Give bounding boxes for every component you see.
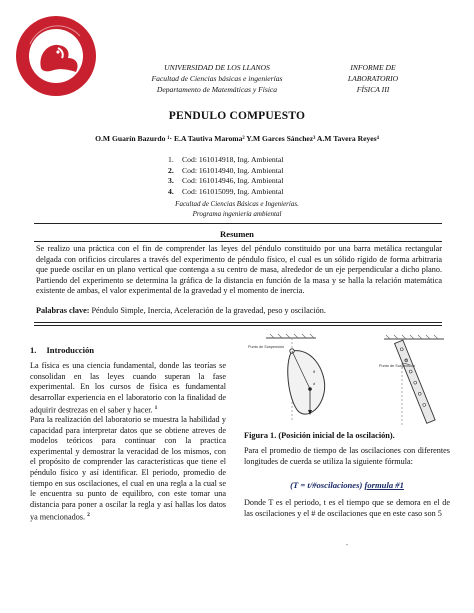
keywords-line — [36, 306, 442, 315]
trailing-mark: - — [345, 540, 349, 549]
abstract-text: Se realizo una práctica con el fin de comprender las leyes del péndulo constituido por una barra metálica rectangular delgada con orificios circulares a través del experimento de péndulo físico, el cual es un sólido rígido de forma arbitraria que puede oscilar en un plano vertical que contenga a su centro de masa, alrededor de un eje perpendicular a dicho plano. Partiendo del experimento se determina la gráfica de la distancia en función de la masa y se halla la relación matemática existente de ambas, el valor experimental de la gravedad y el momento de inercia. — [36, 244, 442, 296]
svg-text:θ: θ — [405, 357, 408, 362]
paper-title: PENDULO COMPUESTO — [168, 110, 306, 122]
pivot-label: Punto de Suspensión — [248, 345, 285, 349]
report-line-3: FÍSICA III — [356, 85, 390, 94]
faculty-line-2: Programa ingeniería ambiental — [192, 209, 282, 218]
section-title: Introducción — [46, 345, 95, 355]
code-number: 2. — [168, 165, 174, 175]
code-item — [168, 166, 368, 177]
code-text: Cod: 161014940, Ing. Ambiental — [182, 165, 284, 175]
divider — [34, 322, 442, 323]
faculty-line: Facultad de Ciencias básicas e ingenierías — [151, 74, 283, 83]
faculty-line-1: Facultad de Ciencias Básicas e Ingenierías. — [175, 200, 299, 208]
university-name: UNIVERSIDAD DE LOS LLANOS — [164, 63, 270, 72]
report-line-2: LABORATORIO — [347, 74, 399, 83]
code-text: Cod: 161015099, Ing. Ambiental — [182, 186, 284, 196]
intro-paragraph-2 — [30, 415, 226, 524]
formula-expression: (T = t/#oscilaciones) — [290, 480, 363, 490]
divider — [34, 325, 442, 326]
section-heading-introduction — [30, 345, 94, 355]
intro-paragraph-1 — [30, 361, 226, 417]
code-item — [168, 176, 368, 187]
unillanos-logo-icon — [14, 14, 98, 98]
figure-caption: Figura 1. (Posición inicial de la oscilación). — [244, 431, 395, 440]
svg-text:d: d — [313, 381, 316, 386]
abstract-heading: Resumen — [220, 229, 254, 239]
formula-tag: formula #1 — [364, 480, 404, 490]
paragraph-text: La física es una ciencia fundamental, donde las teorías se consolidan en las leyes cuando superan la fase experimental. En los cursos de física es fundamental desarrollar experiencia en el laboratorio con la finalidad de adquirir destrezas en el saber y hacer. — [30, 361, 226, 416]
code-text: Cod: 161014946, Ing. Ambiental — [182, 176, 284, 185]
formula — [244, 480, 450, 490]
keywords-text: Péndulo Simple, Inercia, Aceleración de la gravedad, peso y oscilación. — [91, 306, 326, 315]
reference-mark: 2 — [87, 512, 90, 519]
student-codes-list — [168, 155, 368, 197]
code-number: 3. — [168, 176, 174, 185]
department-line: Departamento de Matemáticas y Física — [156, 85, 278, 94]
formula-explanation-paragraph: Donde T es el periodo, t es el tiempo que se demora en el de las oscilaciones y el # de oscilaciones que en este caso son 5 — [244, 498, 450, 518]
code-number: 1. — [168, 155, 174, 164]
divider — [34, 241, 442, 242]
formula-intro-paragraph: Para el promedio de tiempo de las oscilaciones con diferentes longitudes de cuerda se utiliza la siguiente fórmula: — [244, 446, 450, 466]
section-number: 1. — [30, 345, 37, 355]
university-header — [142, 62, 292, 95]
paragraph-text: Para la realización del laboratorio se muestra la habilidad y capacidad para interpretar datos que se obtiene atreves de modelos teóricos para continuar con la practica experimental y demostrar la veracidad de los mismos, con el propósito de comprender las características que tiene el péndulo físico y así identificar. El periodo, promedio de tiempo en sus oscilaciones, el cual en una regla a la cual se le encuentra su punto de equilibro, con este tomar una distancia para poner a oscilar la regla y así hallas los datos ya mencionados. — [30, 415, 226, 523]
code-item — [168, 187, 368, 198]
author-list: O.M Guarín Bazurdo ¹· E.A Tautiva Maroma² Y.M Garces Sánchez³ A.M Tavera Reyes⁴ — [95, 134, 379, 143]
code-item — [168, 155, 368, 166]
report-header — [318, 62, 428, 95]
pendulum-diagram-icon — [244, 333, 464, 428]
keywords-label: Palabras clave: — [36, 306, 90, 315]
code-text: Cod: 161014918, Ing. Ambiental — [182, 155, 284, 164]
divider — [34, 223, 442, 224]
code-number: 4. — [168, 186, 174, 196]
report-line-1: INFORME DE — [350, 63, 396, 72]
svg-text:θ: θ — [313, 369, 316, 374]
pivot-label: Punto de Suspensión — [379, 364, 416, 368]
faculty-affiliation — [0, 200, 474, 219]
reference-mark: 1 — [154, 405, 158, 412]
